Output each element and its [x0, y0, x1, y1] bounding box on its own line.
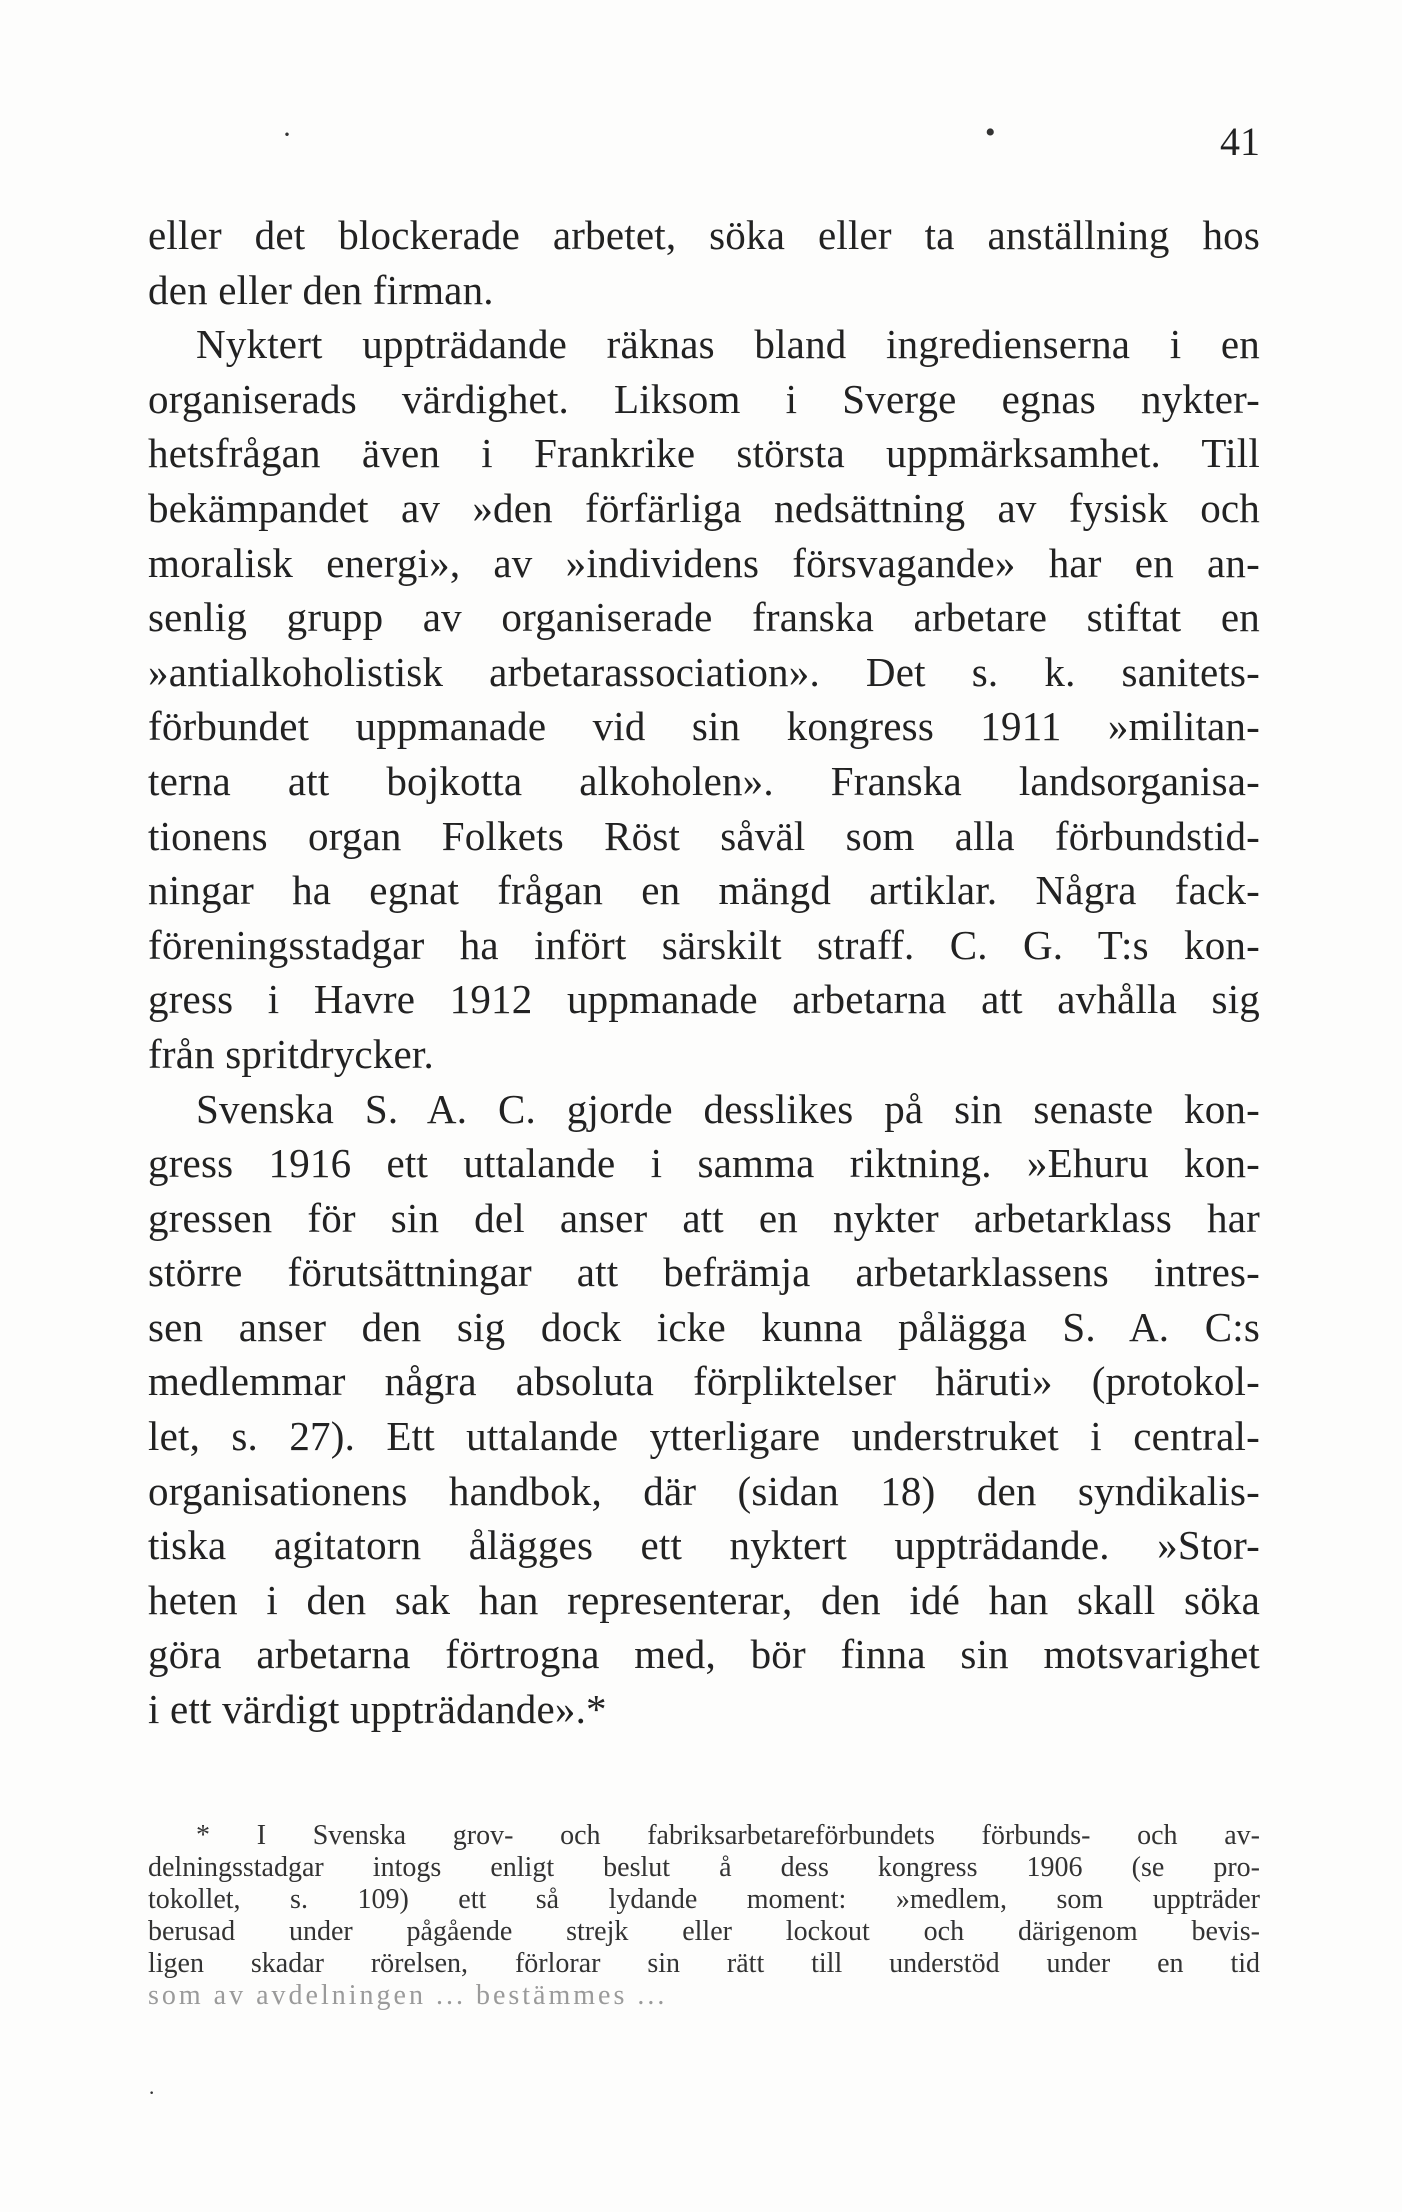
text-line: organiserads värdighet. Liksom i Sverge egnas nykter-: [148, 375, 1260, 422]
print-dot-right: •: [985, 116, 996, 149]
text-line: Svenska S. A. C. gjorde desslikes på sin senaste kon-: [196, 1085, 1260, 1132]
text-line: bekämpandet av »den förfärliga nedsättning av fysisk och: [148, 484, 1260, 531]
footnote-line: * I Svenska grov- och fabriksarbetareförbundets förbunds- och av-: [196, 1820, 1260, 1851]
text-line: gress i Havre 1912 uppmanade arbetarna att avhålla sig: [148, 976, 1260, 1023]
text-line: organisationens handbok, där (sidan 18) den syndikalis-: [148, 1467, 1260, 1514]
text-line: ningar ha egnat frågan en mängd artiklar. Några fack-: [148, 867, 1260, 914]
body-text: [148, 208, 1260, 1737]
page-number: 41: [1220, 119, 1260, 164]
footnote-line: ligen skadar rörelsen, förlorar sin rätt till understöd under en tid: [148, 1948, 1260, 1979]
text-line: tionens organ Folkets Röst såväl som alla förbundstid-: [148, 812, 1260, 859]
text-line: gress 1916 ett uttalande i samma riktning. »Ehuru kon-: [148, 1140, 1260, 1187]
text-line: sen anser den sig dock icke kunna pålägga S. A. C:s: [148, 1303, 1260, 1350]
text-line: terna att bojkotta alkoholen». Franska landsorganisa-: [148, 757, 1260, 804]
footnote-line: berusad under pågående strejk eller lockout och därigenom bevis-: [148, 1916, 1260, 1947]
text-line: större förutsättningar att befrämja arbetarklassens intres-: [148, 1249, 1260, 1296]
text-line: hetsfrågan även i Frankrike största uppmärksamhet. Till: [148, 430, 1260, 477]
text-line: moralisk energi», av »individens försvagande» har en an-: [148, 539, 1260, 586]
footnote-line: delningsstadgar intogs enligt beslut å dess kongress 1906 (se pro-: [148, 1852, 1260, 1883]
print-dot-bottom: ·: [148, 2080, 156, 2105]
text-line: senlig grupp av organiserade franska arbetare stiftat en: [148, 594, 1260, 641]
print-dot-left: ·: [282, 118, 292, 151]
text-line: gressen för sin del anser att en nykter arbetarklass har: [148, 1194, 1260, 1241]
text-line: let, s. 27). Ett uttalande ytterligare understruket i central-: [148, 1413, 1260, 1460]
text-line: Nyktert uppträdande räknas bland ingredienserna i en: [196, 321, 1260, 368]
text-line: heten i den sak han representerar, den idé han skall söka: [148, 1576, 1260, 1623]
text-line: tiska agitatorn ålägges ett nyktert uppträdande. »Stor-: [148, 1522, 1260, 1569]
footnote: [148, 1820, 1260, 2012]
text-line: den eller den firman.: [148, 266, 494, 313]
footnote-line: som av avdelningen ... bestämmes ...: [148, 1980, 668, 2011]
text-line: föreningsstadgar ha infört särskilt straff. C. G. T:s kon-: [148, 921, 1260, 968]
text-line: medlemmar några absoluta förpliktelser häruti» (protokol-: [148, 1358, 1260, 1405]
text-line: göra arbetarna förtrogna med, bör finna sin motsvarighet: [148, 1631, 1260, 1678]
text-line: eller det blockerade arbetet, söka eller ta anställning hos: [148, 212, 1260, 258]
footnote-line: tokollet, s. 109) ett så lydande moment: »medlem, som uppträder: [148, 1884, 1260, 1915]
text-line: i ett värdigt uppträdande».*: [148, 1686, 607, 1733]
text-line: »antialkoholistisk arbetarassociation». Det s. k. sanitets-: [148, 648, 1260, 695]
text-line: från spritdrycker.: [148, 1030, 434, 1077]
text-line: förbundet uppmanade vid sin kongress 1911 »militan-: [148, 703, 1260, 750]
